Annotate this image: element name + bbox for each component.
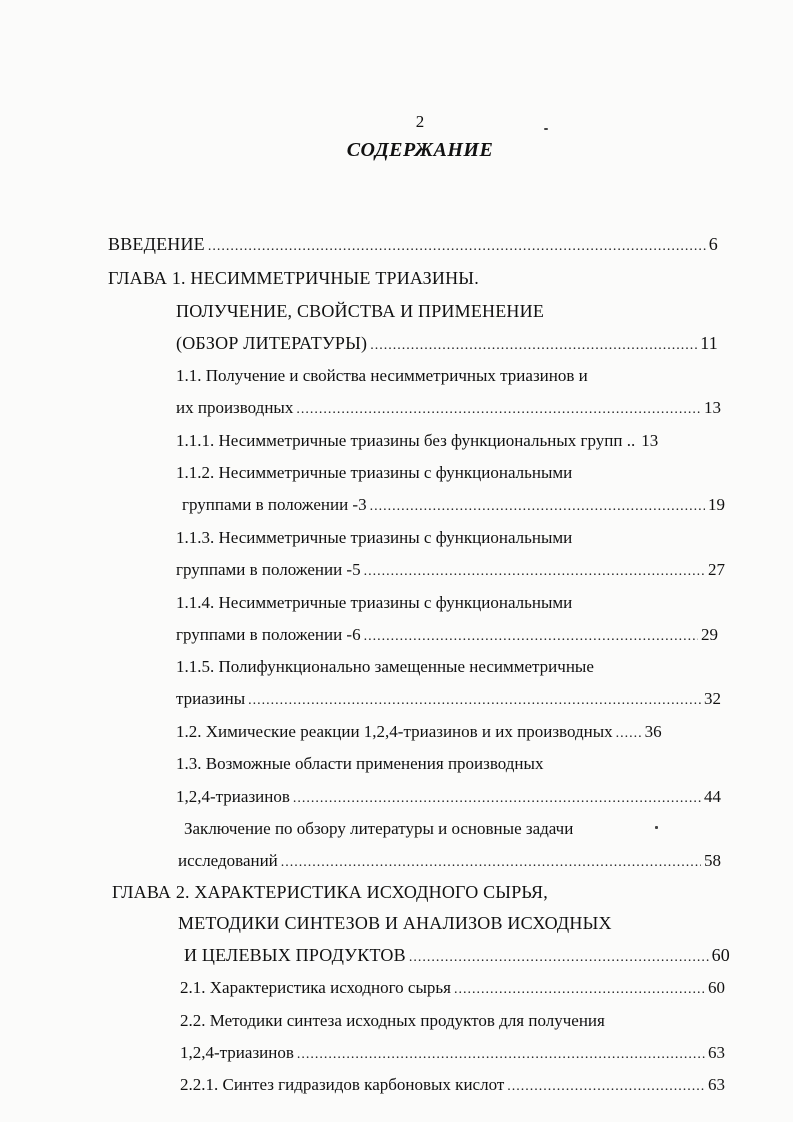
toc-page-number: 13 <box>641 431 659 450</box>
toc-entry-text: 2.1. Характеристика исходного сырья <box>180 978 451 997</box>
toc-entry-text: их производных <box>176 398 294 417</box>
toc-page-number: 11 <box>700 333 718 353</box>
dot-leader <box>364 626 698 648</box>
page-number: 2 <box>415 112 425 131</box>
toc-chapter-2-title-line-3[interactable] <box>184 944 730 966</box>
dot-leader <box>409 947 709 969</box>
toc-entry-text: 1,2,4-триазинов <box>176 787 290 806</box>
dot-leader <box>297 1044 705 1066</box>
toc-section-1-1-2-line-2[interactable] <box>182 494 725 516</box>
toc-chapter-2-title-line-1[interactable]: ГЛАВА 2. ХАРАКТЕРИСТИКА ИСХОДНОГО СЫРЬЯ, <box>112 882 548 902</box>
dot-leader <box>507 1076 705 1098</box>
toc-section-1-3-line-2[interactable] <box>176 786 721 808</box>
toc-page-number: 63 <box>708 1043 725 1062</box>
toc-chapter-1-title-line-3[interactable] <box>176 332 718 354</box>
toc-chapter-1-title-line-1[interactable]: ГЛАВА 1. НЕСИММЕТРИЧНЫЕ ТРИАЗИНЫ. <box>108 268 479 288</box>
toc-page-number: 58 <box>704 851 721 870</box>
toc-entry-text: группами в положении -6 <box>176 625 361 644</box>
toc-section-1-1-1[interactable] <box>176 430 725 452</box>
toc-section-1-1-3-line-2[interactable] <box>176 559 725 581</box>
toc-entry-text: 1,2,4-триазинов <box>180 1043 294 1062</box>
toc-page-number: 44 <box>704 787 721 806</box>
toc-entry-text: (ОБЗОР ЛИТЕРАТУРЫ) <box>176 333 368 353</box>
toc-chapter-1-title-line-2[interactable]: ПОЛУЧЕНИЕ, СВОЙСТВА И ПРИМЕНЕНИЕ <box>176 301 545 321</box>
toc-entry-text: И ЦЕЛЕВЫХ ПРОДУКТОВ <box>184 945 406 965</box>
toc-section-1-3-line-1[interactable]: 1.3. Возможные области применения производных <box>176 754 544 773</box>
toc-section-2-2-line-2[interactable] <box>180 1042 725 1064</box>
toc-section-1-1-line-1[interactable]: 1.1. Получение и свойства несимметричных триазинов и <box>176 366 588 385</box>
scan-speck <box>655 826 658 829</box>
toc-page-number: 27 <box>708 560 725 579</box>
dot-leader <box>293 788 701 810</box>
toc-conclusion-line-1[interactable]: Заключение по обзору литературы и основные задачи <box>184 819 574 838</box>
toc-entry-text: 2.2.1. Синтез гидразидов карбоновых кислот <box>180 1075 505 1094</box>
toc-section-1-1-line-2[interactable] <box>176 397 721 419</box>
toc-page-number: 13 <box>704 398 721 417</box>
toc-entry-text: триазины <box>176 689 246 708</box>
toc-page-number: 36 <box>644 722 662 741</box>
dot-leader <box>281 852 701 874</box>
toc-section-1-1-2-line-1[interactable]: 1.1.2. Несимметричные триазины с функциональными <box>176 463 573 482</box>
toc-entry-text: 1.2. Химические реакции 1,2,4-триазинов и их производных <box>176 722 613 741</box>
toc-section-1-1-5-line-1[interactable]: 1.1.5. Полифункционально замещенные несимметричные <box>176 657 594 676</box>
toc-section-1-1-3-line-1[interactable]: 1.1.3. Несимметричные триазины с функциональными <box>176 528 573 547</box>
dot-leader <box>208 236 706 258</box>
dot-leader <box>370 335 697 357</box>
toc-page-number: 63 <box>708 1075 725 1094</box>
toc-chapter-2-title-line-2[interactable]: МЕТОДИКИ СИНТЕЗОВ И АНАЛИЗОВ ИСХОДНЫХ <box>178 913 612 933</box>
toc-conclusion-line-2[interactable] <box>178 850 721 872</box>
toc-entry-text: группами в положении -3 <box>182 495 367 514</box>
dot-leader <box>296 399 701 421</box>
toc-page-number: 29 <box>701 625 718 644</box>
toc-section-1-2[interactable] <box>176 721 728 743</box>
toc-section-2-2-1[interactable] <box>180 1074 725 1096</box>
toc-entry-text: исследований <box>178 851 278 870</box>
scan-speck <box>544 128 548 130</box>
dot-leader <box>364 561 705 583</box>
toc-section-1-1-4-line-1[interactable]: 1.1.4. Несимметричные триазины с функциональными <box>176 593 573 612</box>
dot-leader <box>248 690 701 712</box>
toc-section-1-1-5-line-2[interactable] <box>176 688 721 710</box>
toc-page-number: 6 <box>708 234 718 254</box>
toc-section-1-1-4-line-2[interactable] <box>176 624 718 646</box>
toc-entry-text: группами в положении -5 <box>176 560 361 579</box>
toc-section-2-1[interactable] <box>180 977 725 999</box>
toc-page-number: 32 <box>704 689 721 708</box>
toc-section-2-2-line-1[interactable]: 2.2. Методики синтеза исходных продуктов для получения <box>180 1011 605 1030</box>
toc-page-number: 19 <box>708 495 725 514</box>
page-title: СОДЕРЖАНИЕ <box>346 139 494 161</box>
dot-leader <box>454 979 705 1001</box>
toc-entry-text: 1.1.1. Несимметричные триазины без функциональных групп .. <box>176 431 636 450</box>
dot-leader <box>616 723 642 745</box>
toc-entry-introduction[interactable] <box>108 233 718 255</box>
toc-entry-text: ВВЕДЕНИЕ <box>108 234 205 254</box>
toc-page-number: 60 <box>708 978 725 997</box>
dot-leader <box>370 496 705 518</box>
toc-page-number: 60 <box>711 945 730 965</box>
